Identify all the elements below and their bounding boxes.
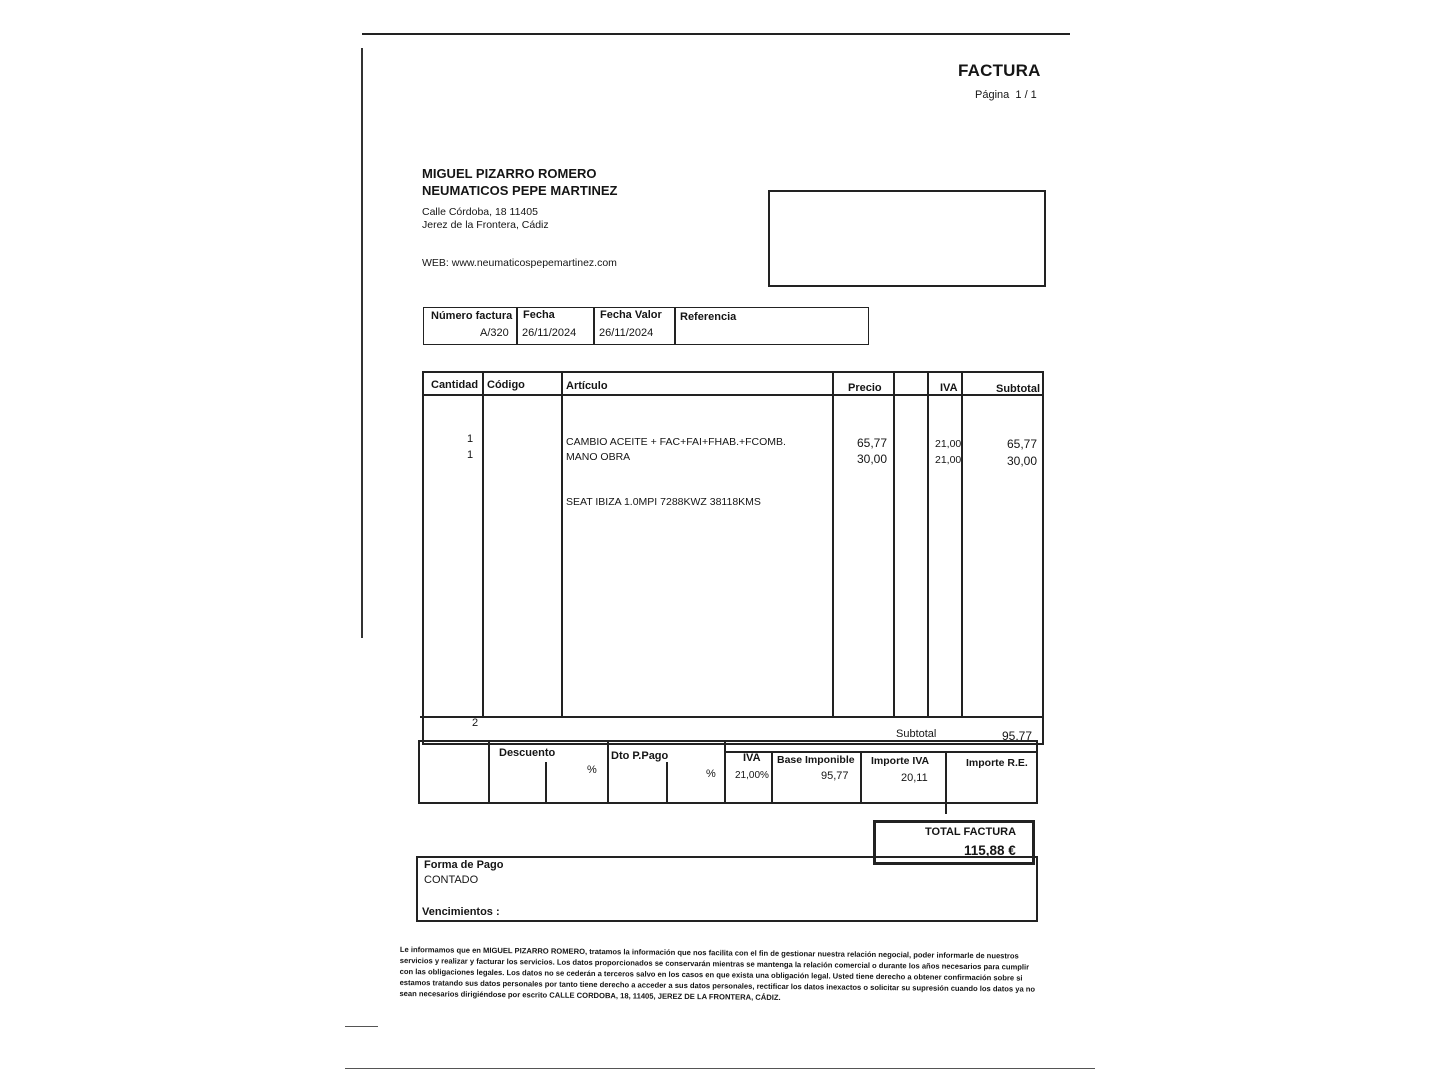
items-table [422, 371, 1044, 745]
header-divider [674, 308, 676, 344]
page-value: 1 / 1 [1015, 89, 1037, 101]
re-amount-label: Importe R.E. [966, 757, 1028, 769]
due-dates-label: Vencimientos : [422, 906, 500, 918]
tax-divider [666, 762, 668, 803]
row1-article: CAMBIO ACEITE + FAC+FAI+FHAB.+FCOMB. [566, 436, 786, 448]
row2-subtotal: 30,00 [1006, 454, 1037, 468]
discount-pct: % [587, 764, 597, 776]
sender-name: MIGUEL PIZARRO ROMERO [422, 166, 597, 181]
column-divider [961, 373, 963, 716]
column-divider [832, 373, 834, 716]
row1-quantity: 1 [467, 433, 474, 445]
tax-divider [488, 742, 490, 803]
invoice-total-value: 115,88 € [964, 843, 1016, 858]
privacy-notice: Le informamos que en MIGUEL PIZARRO ROMERO, tratamos la información que nos facilita con el fin de gestionar nuestra relación negocial, poder informarle de nuestros servicios y realizar y facturar los servicios. Los datos proporcionados se conservarán mientras se mantenga la relación comercial o durante los años necesarios para cumplir con las obligaciones legales. Los datos no se cederán a terceros salvo en los casos en que exista una obligación legal. Usted tiene derecho a obtener confirmación sobre si estamos tratando sus datos personales por tanto tiene derecho a acceder a sus datos personales, rectificar los datos inexactos o solicitar su supresión cuando los datos ya no sean necesarios dirigiéndose por escrito CALLE CORDOBA, 18, 11405, JEREZ DE LA FRONTERA, CÁDIZ. [399, 944, 1036, 1002]
row2-quantity: 1 [467, 449, 474, 461]
subtotal-label: Subtotal [896, 728, 937, 740]
row1-price: 65,77 [856, 436, 887, 450]
page-indicator [975, 89, 1037, 101]
value-date-label: Fecha Valor [600, 309, 662, 321]
taxable-base-label: Base Imponible [777, 754, 855, 766]
row1-vat: 21,00 [935, 438, 962, 450]
prompt-pay-label: Dto P.Pago [611, 750, 669, 762]
vat-rate-label: IVA [743, 752, 761, 764]
col-quantity-header: Cantidad [431, 379, 479, 391]
sender-web: WEB: www.neumaticospepemartinez.com [422, 257, 617, 269]
total-quantity: 2 [472, 717, 479, 729]
tax-header-rule [724, 751, 1037, 753]
subtotal-value: 95,77 [1001, 729, 1032, 743]
page-bottom-rule [345, 1068, 1095, 1069]
col-subtotal-header: Subtotal [996, 383, 1040, 395]
row1-subtotal: 65,77 [1006, 437, 1037, 451]
tax-divider [771, 752, 773, 803]
page-top-rule [362, 33, 1070, 35]
sender-company: NEUMATICOS PEPE MARTINEZ [422, 183, 618, 198]
client-address-box [768, 190, 1046, 287]
taxable-base-value: 95,77 [821, 770, 849, 782]
vat-amount-value: 20,11 [901, 772, 928, 784]
items-header-rule [423, 394, 1043, 396]
header-divider [593, 308, 595, 344]
vat-rate-value: 21,00% [735, 770, 769, 781]
column-divider [893, 373, 895, 716]
invoice-number-label: Número factura [431, 310, 513, 322]
document-title: FACTURA [958, 61, 1041, 80]
vat-amount-label: Importe IVA [871, 755, 930, 767]
payment-method-value: CONTADO [424, 874, 479, 886]
column-divider [927, 373, 929, 716]
vehicle-note: SEAT IBIZA 1.0MPI 7288KWZ 38118KMS [566, 496, 761, 508]
column-divider [482, 373, 484, 716]
invoice-date-value: 26/11/2024 [522, 327, 577, 339]
col-vat-header: IVA [940, 382, 958, 394]
header-divider [516, 308, 518, 344]
value-date-value: 26/11/2024 [599, 327, 654, 339]
page-left-rule [361, 48, 363, 638]
tax-divider [607, 742, 609, 803]
discount-label: Descuento [499, 747, 556, 759]
sender-address-line1: Calle Córdoba, 18 11405 [422, 206, 538, 218]
col-article-header: Artículo [566, 380, 608, 392]
reference-label: Referencia [680, 311, 737, 323]
page-margin-mark [345, 1026, 378, 1027]
tax-divider [545, 762, 547, 803]
col-price-header: Precio [848, 382, 882, 394]
invoice-total-label: TOTAL FACTURA [925, 826, 1017, 838]
col-code-header: Código [487, 379, 525, 391]
payment-method-label: Forma de Pago [424, 859, 504, 871]
items-footer-rule [420, 716, 1042, 718]
row2-article: MANO OBRA [566, 451, 631, 463]
column-divider [561, 373, 563, 716]
tax-divider [860, 752, 862, 803]
payment-box [416, 856, 1038, 922]
invoice-number-value: A/320 [480, 327, 509, 339]
invoice-date-label: Fecha [523, 309, 555, 321]
tax-divider [945, 752, 947, 814]
row2-vat: 21,00 [935, 454, 962, 466]
row2-price: 30,00 [856, 452, 887, 466]
sender-address-line2: Jerez de la Frontera, Cádiz [422, 219, 549, 231]
prompt-pay-pct: % [706, 768, 716, 780]
page-label: Página [975, 89, 1010, 101]
